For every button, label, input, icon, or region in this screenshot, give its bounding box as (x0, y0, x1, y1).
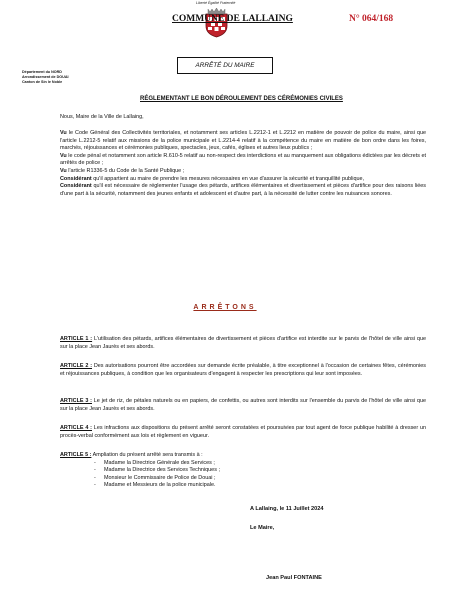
intro-line: Nous, Maire de la Ville de Lallaing, (60, 114, 144, 120)
article-label: ARTICLE 1 : (60, 336, 93, 342)
signature-role: Le Maire, (250, 525, 275, 531)
visa-lead: Considérant (60, 175, 92, 182)
recipient-item: - Madame la Directrice Générale des Services ; (60, 460, 426, 468)
visas-block (60, 130, 426, 198)
department-label: Département du NORD (22, 70, 62, 74)
article-text: Les infractions aux dispositions du présent arrêté seront constatées et poursuivies par tout agent de force publique habilité à dresser un procès-verbal conformément aux lois et règlement en vigueur. (60, 425, 426, 439)
recipient-item: - Madame la Directrice des Services Techniques ; (60, 467, 426, 475)
visa-item (60, 183, 426, 198)
visa-text: qu'il est nécessaire de réglementer l'usage des pétards, artifices élémentaires et divertissement et pièces d'artifice pour des raisons liées d'une part à la sécurité, notamment des jeunes enfants et adolescent et d'autre part, à la nécessité de lutter contre les nuisances sonores. (60, 183, 426, 197)
article-label: ARTICLE 2 : (60, 363, 93, 369)
arretons-heading: ARRÊTONS (193, 304, 257, 311)
visa-item (60, 176, 426, 184)
article-label: ARTICLE 4 : (60, 425, 92, 431)
recipient-item: - Monsieur le Commissaire de Police de Douai ; (60, 475, 426, 483)
article-4 (60, 425, 426, 440)
canton-label: Canton de Sin le Noble (22, 80, 63, 84)
article-text: Des autorisations pourront être accordées sur demande écrite préalable, à titre exceptionnel à l'occasion de certaines fêtes, cérémonies et réjouissances publiques, à condition que les organisateurs d'engagent à respecter les prescriptions qui leur sont imposées. (60, 363, 426, 377)
decree-number: N° 064/168 (349, 14, 394, 24)
signature-name: Jean Paul FONTAINE (266, 575, 322, 581)
visa-lead: Vu (60, 130, 67, 136)
article-text: Ampliation du présent arrêté sera transmis à : (91, 452, 203, 458)
visa-text: le code pénal et notamment son article R.610-5 relatif au non-respect des interdictions et au manquement aux obligations édictées par les décrets et arrêtés de police ; (60, 152, 426, 167)
recipient-item: - Madame et Messieurs de la police municipale. (60, 482, 426, 490)
article-label: ARTICLE 5 : (60, 452, 92, 458)
visa-item (60, 130, 426, 153)
national-motto: Liberté Égalité Fraternité (196, 1, 236, 5)
signature-place-date: A Lallaing, le 11 Juillet 2024 (250, 506, 324, 512)
article-2 (60, 363, 426, 378)
visa-lead: Vu (60, 167, 67, 174)
visa-lead: Vu (60, 152, 67, 159)
article-1 (60, 336, 426, 351)
arrondissement-label: Arrondissement de DOUAI (22, 75, 69, 79)
article-3 (60, 398, 426, 413)
article-label: ARTICLE 3 : (60, 398, 92, 404)
visa-text: le Code Général des Collectivités territoriales, et notamment ses articles L.2212-1 et L.2212 en matière de pouvoir de police du maire, ainsi que l'article L.2212-5 relatif aux missions de la police municipale et L.2214-4 relatif à la compétence du maire en matière de bon ordre dans les foires, marchés, réjouissances et cérémonies publiques, spectacles, jeux, cafés, églises et autres lieux publics ; (60, 130, 426, 152)
visa-item (60, 153, 426, 168)
document-title-box (177, 57, 273, 74)
decree-subject: RÉGLEMENTANT LE BON DÉROULEMENT DES CÉRÉMONIES CIVILES (140, 96, 343, 102)
visa-text: l'article R1336-5 du Code de la Santé Publique ; (66, 167, 185, 174)
recipients-list (60, 460, 426, 490)
visa-text: qu'il appartient au maire de prendre les mesures nécessaires en vue d'assurer la sécurité et tranquillité publique, (91, 175, 365, 182)
article-text: Le jet de riz, de pétales naturels ou en papiers, de confettis, ou autres sont interdits sur l'ensemble du parvis de l'hôtel de ville ainsi que sur la place Jean Jaurès et ses abords. (60, 398, 426, 412)
commune-name: COMMUNE DE LALLAING (172, 14, 293, 24)
visa-item (60, 168, 426, 176)
visa-lead: Considérant (60, 183, 92, 190)
article-5 (60, 452, 426, 490)
document-title: ARRÊTÉ DU MAIRE (195, 62, 255, 69)
article-text: L'utilisation des pétards, artifices élémentaires de divertissement et pièces d'artifice est interdite sur le parvis de l'hôtel de ville ainsi que sur la place Jean Jaurès et ses abords. (60, 336, 426, 350)
